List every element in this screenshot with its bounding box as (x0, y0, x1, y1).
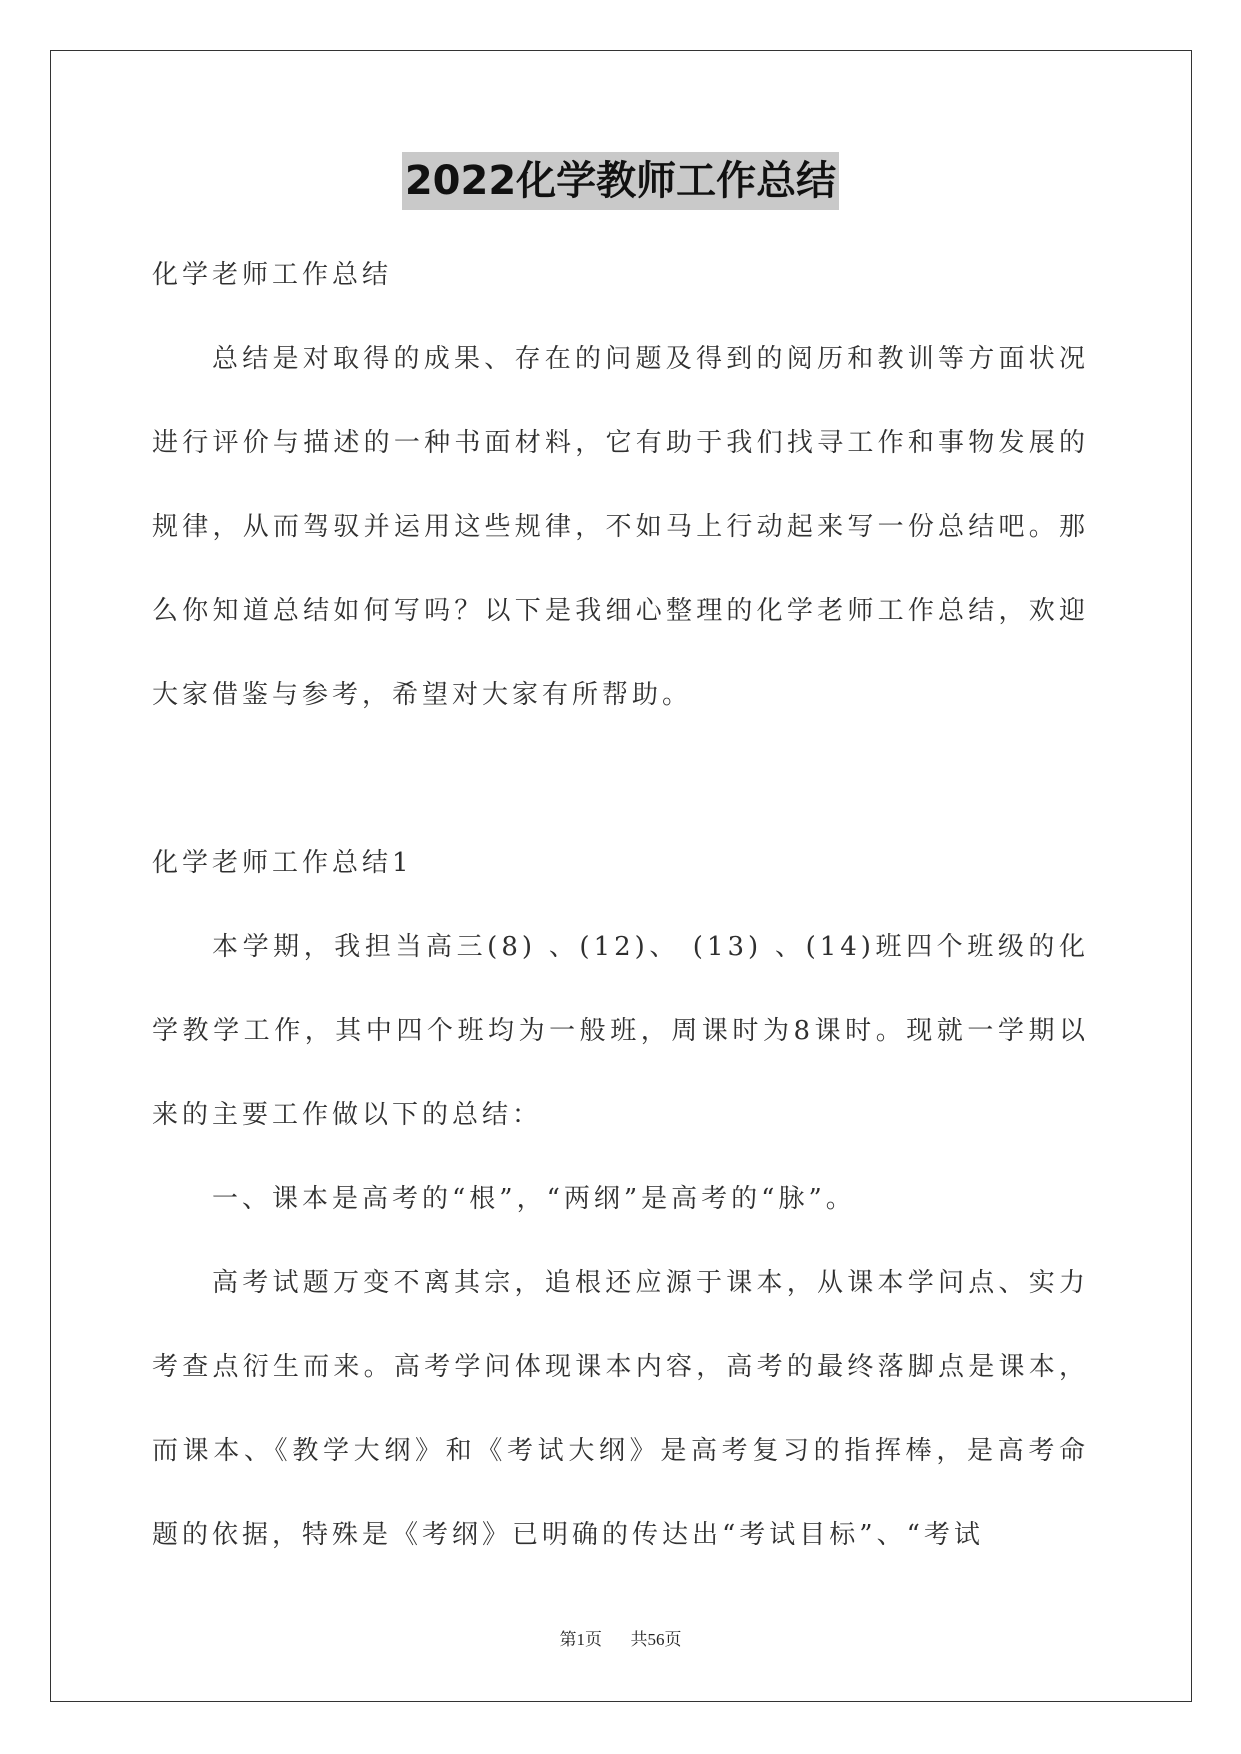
document-body (152, 233, 1089, 1577)
title-container (0, 152, 1241, 210)
document-title: 2022化学教师工作总结 (402, 152, 839, 210)
body-paragraph: 本学期，我担当高三(8) 、(12)、 (13) 、(14)班四个班级的化学教学工作，其中四个班均为一般班，周课时为8课时。现就一学期以来的主要工作做以下的总结： (152, 932, 1089, 1130)
section-heading: 化学老师工作总结 (152, 260, 393, 290)
page-footer (0, 1625, 1241, 1650)
body-paragraph: 高考试题万变不离其宗，追根还应源于课本，从课本学问点、实力考查点衍生而来。高考学问体现课本内容，高考的最终落脚点是课本，而课本、《教学大纲》和《考试大纲》是高考复习的指挥棒，是高考命题的依据，特殊是《考纲》已明确的传达出“考试目标”、“考试 (152, 1268, 1089, 1550)
section-heading: 化学老师工作总结1 (152, 848, 413, 878)
body-paragraph: 总结是对取得的成果、存在的问题及得到的阅历和教训等方面状况进行评价与描述的一种书面材料，它有助于我们找寻工作和事物发展的规律，从而驾驭并运用这些规律，不如马上行动起来写一份总结吧。那么你知道总结如何写吗？以下是我细心整理的化学老师工作总结，欢迎大家借鉴与参考，希望对大家有所帮助。 (152, 344, 1089, 710)
page-number: 第1页 (559, 1630, 602, 1649)
blank-line (152, 737, 1089, 821)
page-total: 共56页 (630, 1630, 682, 1649)
body-paragraph: 一、课本是高考的“根”，“两纲”是高考的“脉”。 (212, 1184, 856, 1214)
